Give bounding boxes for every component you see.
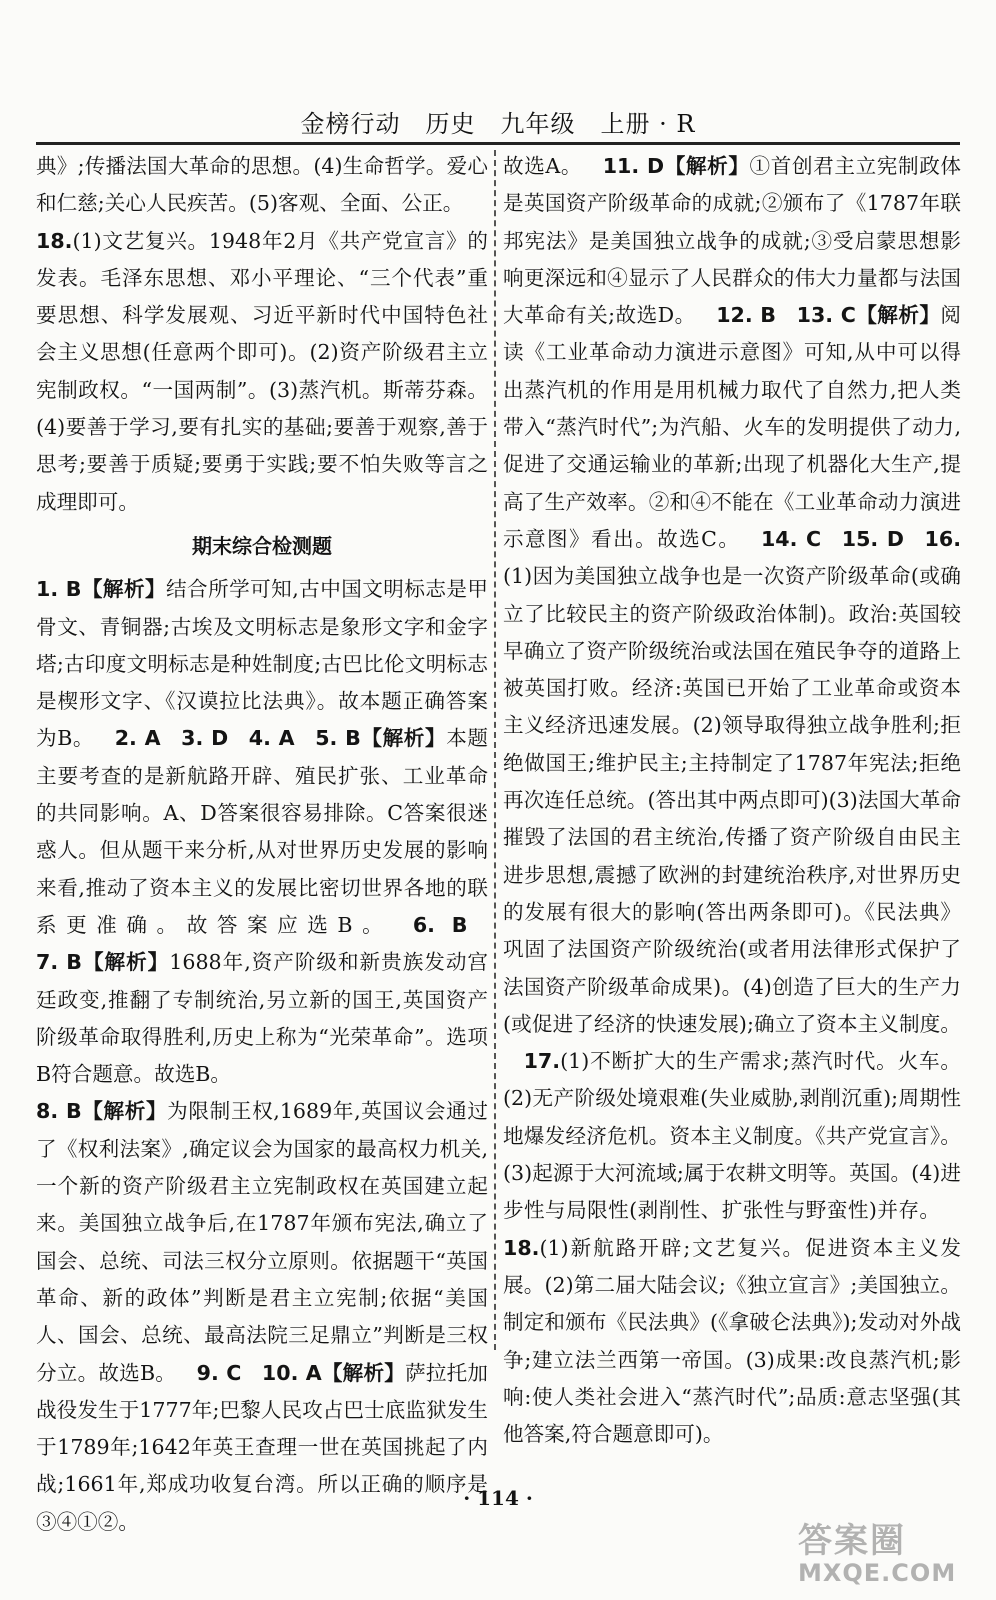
question-number: 11. D【解析】 [602,154,750,178]
question-number: 1. B【解析】 [36,577,167,602]
answer-text: (1)不断扩大的生产需求;蒸汽时代。火车。(2)无产阶级处境艰难(失业威胁,剥削沉重);周期性地爆发经济危机。资本主义制度。《共产党宣言》。(3)起源于大河流域;属于农耕文明等。英国。(4)进步性与局限性(剥削性、扩张性与野蛮性)并存。 [503,1049,961,1223]
question-number: 15. D [841,526,904,551]
left-column [36,148,488,1541]
watermark-logo [798,1522,974,1588]
question-number: 9. C [196,1360,242,1385]
page-header: 金榜行动 历史 九年级 上册 · R [300,110,696,138]
answer-text: 典》;传播法国大革命的思想。(4)生命哲学。爱心和仁慈;关心人民疾苦。(5)客观、全面、公正。 [36,154,488,216]
answer-text: 萨拉托加战役发生于1777年;巴黎人民攻占巴士底监狱发生于1789年;1642年英王查理一世在英国挑起了内战;1661年,郑成功收复台湾。所以正确的顺序是③④①②。 [36,1360,489,1534]
question-number: 17. [523,1049,561,1074]
answer-8 [36,1093,488,1541]
answer-1 [36,571,488,1093]
section-title: 期末综合检测题 [192,533,332,558]
answer-text: 为限制王权,1689年,英国议会通过了《权利法案》,确定议会为国家的最高权力机关,一个新的资产阶级君主立宪制政权在英国建立起来。美国独立战争后,在1787年颁布宪法,确立了国会、总统、司法三权分立原则。依据题干“英国革命、新的政体”判断是君主立宪制;依据“美国人、国会、总统、最高法院三足鼎立”判断是三权分立。故选B。 [36,1099,488,1385]
question-number: 2. A [114,726,161,751]
answer-text: 结合所学可知,古中国文明标志是甲骨文、青铜器;古埃及文明标志是象形文字和金字塔;古印度文明标志是种姓制度;古巴比伦文明标志是楔形文字、《汉谟拉比法典》。故本题正确答案为B。 [36,577,488,751]
question-number: 10. A【解析】 [261,1360,406,1385]
question-number: 7. B【解析】 [36,950,170,975]
question-number: 18. [36,228,73,253]
right-column [503,148,961,1453]
question-number: 3. D [181,726,229,751]
watermark-text-cn: 答案圈 [798,1521,906,1561]
question-number: 14. C [760,526,822,551]
paragraph-continuation [36,148,488,223]
question-number: 4. A [248,726,295,751]
question-number: 12. B [716,303,777,328]
answer-text: 本题主要考查的是新航路开辟、殖民扩张、工业革命的共同影响。A、D答案很容易排除。C答案很迷惑人。但从题干来分析,从对世界历史发展的影响来看,推动了资本主义的发展比密切世界各地的联系更准确。故答案应选B。 [36,726,488,937]
answer-text: (1)新航路开辟;文艺复兴。促进资本主义发展。(2)第二届大陆会议;《独立宣言》;美国独立。制定和颁布《民法典》(《拿破仑法典》);发动对外战争;建立法兰西第一帝国。(3)成果:改良蒸汽机;影响:使人类社会进入“蒸汽时代”;品质:意志坚强(其他答案,符合题意即可)。 [503,1235,961,1447]
question-number: 6. B [412,912,468,937]
answer-text: 1688年,资产阶级和新贵族发动宫廷政变,推翻了专制统治,另立新的国王,英国资产阶级革命取得胜利,历史上称为“光荣革命”。选项B符合题意。故选B。 [36,950,488,1087]
answer-text: ①首创君主立宪制政体是英国资产阶级革命的成就;②颁布了《1787年联邦宪法》是美国独立战争的成就;③受启蒙思想影响更深远和④显示了人民群众的伟大力量都与法国大革命有关;故选D。 [503,154,962,328]
answer-18-prev [36,223,488,521]
question-number: 13. C【解析】 [796,303,941,328]
watermark-text-en: MXQE.COM [798,1559,957,1587]
answer-text: 阅读《工业革命动力演进示意图》可知,从中可以得出蒸汽机的作用是用机械力取代了自然力,把人类带入“蒸汽时代”;为汽船、火车的发明提供了动力,促进了交通运输业的革新;出现了机器化大生产,提高了生产效率。②和④不能在《工业革命动力演进示意图》看出。故选C。 [503,303,961,551]
answer-11 [503,148,961,1453]
question-number: 5. B【解析】 [315,726,447,751]
answer-text: 故选A。 [503,154,583,178]
question-number: 8. B【解析】 [36,1099,168,1124]
header-rule [36,142,960,145]
question-number: 18. [503,1235,540,1260]
answer-text: (1)因为美国独立战争也是一次资产阶级革命(或确立了比较民主的资产阶级政治体制)。政治:英国较早确立了资产阶级统治或法国在殖民争夺的道路上被英国打败。经济:英国已开始了工业革命或资本主义经济迅速发展。(2)领导取得独立战争胜利;拒绝做国王;维护民主;主持制定了1787年宪法;拒绝再次连任总统。(答出其中两点即可)(3)法国大革命摧毁了法国的君主统治,传播了资产阶级自由民主进步思想,震撼了欧洲的封建统治秩序,对世界历史的发展有很大的影响(答出两条即可)。《民法典》巩固了法国资产阶级统治(或者用法律形式保护了法国资产阶级革命成果)。(4)创造了巨大的生产力(或促进了经济的快速发展);确立了资本主义制度。 [503,564,961,1036]
answer-text: (1)文艺复兴。1948年2月《共产党宣言》的发表。毛泽东思想、邓小平理论、“三个代表”重要思想、科学发展观、习近平新时代中国特色社会主义思想(任意两个即可)。(2)资产阶级君主立宪制政权。“一国两制”。(3)蒸汽机。斯蒂芬森。(4)要善于学习,要有扎实的基础;要善于观察,善于思考;要善于质疑;要勇于实践;要不怕失败等言之成理即可。 [36,228,488,514]
question-number: 16. [924,526,962,551]
page-number: · 114 · [463,1486,533,1510]
column-divider [494,150,496,1350]
